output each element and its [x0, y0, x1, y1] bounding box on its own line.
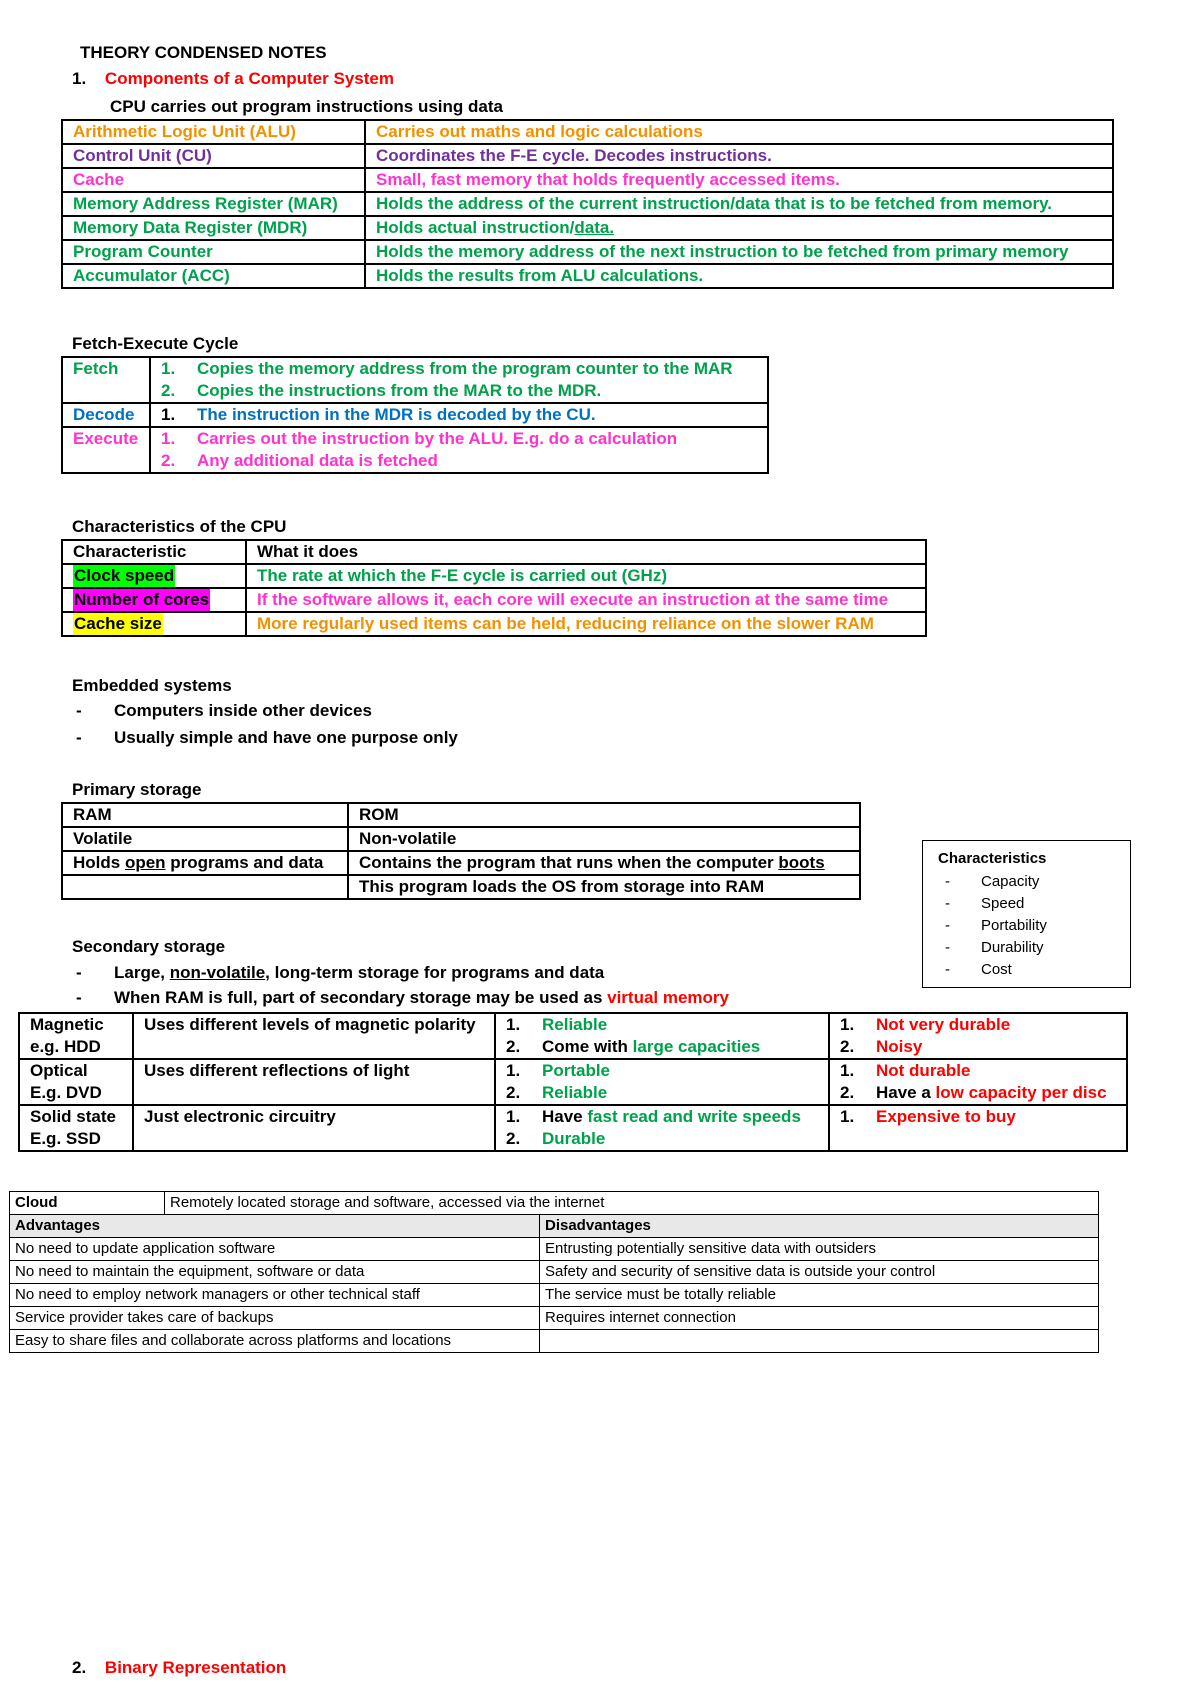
storage-type	[19, 1105, 133, 1151]
table-row	[62, 168, 1113, 192]
item-highlight: Portable	[542, 1061, 611, 1080]
step-text: Copies the memory address from the program counter to the MAR	[197, 359, 733, 378]
table-row	[10, 1238, 1099, 1261]
item-highlight: Reliable	[542, 1015, 608, 1034]
table-row	[62, 827, 860, 851]
item-number: 1.	[506, 1015, 521, 1034]
item-text: Have	[542, 1107, 588, 1126]
item-text: Come with	[542, 1037, 633, 1056]
storage-disadvantages	[829, 1105, 1127, 1151]
storage-how: Uses different reflections of light	[133, 1059, 495, 1105]
section-2-title: Binary Representation	[104, 1658, 287, 1677]
table-row	[62, 144, 1113, 168]
text-part: Large,	[114, 963, 170, 982]
storage-advantages	[495, 1059, 829, 1105]
item-number: 2.	[506, 1129, 521, 1148]
cell: Non-volatile	[348, 827, 860, 851]
list-item: - Cost	[945, 961, 1012, 978]
component-name: Program Counter	[62, 240, 365, 264]
secondary-storage-table	[18, 1012, 1128, 1152]
cell-text-underlined: boots	[778, 853, 825, 872]
cell: RAM	[62, 803, 348, 827]
list-item-text: Speed	[981, 895, 1025, 912]
component-desc	[365, 216, 1113, 240]
step-text: Carries out the instruction by the ALU. E.g. do a calculation	[197, 429, 678, 448]
cpu-intro: CPU carries out program instructions using data	[110, 97, 503, 116]
item-number: 2.	[840, 1083, 855, 1102]
table-row	[19, 1105, 1127, 1151]
table-row	[62, 875, 860, 899]
item-number: 1.	[840, 1015, 855, 1034]
table-row	[19, 1013, 1127, 1059]
component-desc-underlined: data.	[574, 218, 615, 237]
item-number: 1.	[506, 1061, 521, 1080]
storage-disadvantages	[829, 1059, 1127, 1105]
primary-storage-heading: Primary storage	[72, 780, 202, 799]
item-highlight: fast read and write speeds	[587, 1107, 801, 1126]
embedded-item-text: Computers inside other devices	[114, 701, 372, 720]
characteristic-desc: If the software allows it, each core will execute an instruction at the same time	[246, 588, 926, 612]
component-name: Memory Address Register (MAR)	[62, 192, 365, 216]
secondary-storage-heading: Secondary storage	[72, 937, 226, 956]
section-2-number: 2.	[72, 1658, 87, 1677]
text-part: When RAM is full, part of secondary storage may be used as	[114, 988, 608, 1007]
item-number: 1.	[840, 1107, 855, 1126]
storage-characteristics-box	[922, 840, 1131, 988]
component-name: Control Unit (CU)	[62, 144, 365, 168]
item-highlight: large capacities	[632, 1037, 761, 1056]
table-row	[62, 120, 1113, 144]
step-text: The instruction in the MDR is decoded by the CU.	[197, 405, 596, 424]
cell-text: Holds	[73, 853, 125, 872]
item-number: 2.	[506, 1037, 521, 1056]
component-desc: Small, fast memory that holds frequently accessed items.	[365, 168, 1113, 192]
text-part: , long-term storage for programs and data	[265, 963, 605, 982]
column-header-disadvantages: Disadvantages	[540, 1215, 1099, 1238]
item-number: 2.	[506, 1083, 521, 1102]
section-1-title: Components of a Computer System	[104, 69, 394, 88]
item-highlight: Not durable	[876, 1061, 971, 1080]
component-desc: Coordinates the F-E cycle. Decodes instructions.	[365, 144, 1113, 168]
secondary-line-1: - Large, non-volatile, long-term storage for programs and data	[76, 963, 605, 982]
component-desc: Holds the address of the current instruction/data that is to be fetched from memory.	[365, 192, 1113, 216]
step-text: Any additional data is fetched	[197, 451, 438, 470]
cell-text: Contains the program that runs when the computer	[359, 853, 779, 872]
table-row	[10, 1261, 1099, 1284]
table-row	[10, 1215, 1099, 1238]
storage-how: Uses different levels of magnetic polarity	[133, 1013, 495, 1059]
characteristic-name	[62, 612, 246, 636]
list-item-text: Portability	[981, 917, 1047, 934]
item-highlight: Noisy	[876, 1037, 923, 1056]
type-example: E.g. SSD	[30, 1129, 101, 1148]
item-text: Have a	[876, 1083, 936, 1102]
fe-steps-execute	[150, 427, 768, 473]
document-title: THEORY CONDENSED NOTES	[80, 43, 327, 62]
table-row	[62, 540, 926, 564]
table-row	[19, 1059, 1127, 1105]
fe-steps-decode	[150, 403, 768, 427]
component-desc: Holds the memory address of the next instruction to be fetched from primary memory	[365, 240, 1113, 264]
list-item: - Portability	[945, 917, 1047, 934]
list-item-text: Capacity	[981, 873, 1040, 890]
cloud-desc: Remotely located storage and software, accessed via the internet	[165, 1192, 1099, 1215]
cell: ROM	[348, 803, 860, 827]
cell-text-underlined: open	[124, 853, 166, 872]
cpu-characteristics-heading: Characteristics of the CPU	[72, 517, 287, 536]
step-number: 1.	[161, 405, 176, 424]
cloud-disadvantage: Safety and security of sensitive data is outside your control	[540, 1261, 1099, 1284]
column-header: Characteristic	[62, 540, 246, 564]
secondary-line-2: - When RAM is full, part of secondary storage may be used as virtual memory	[76, 988, 730, 1007]
component-name: Cache	[62, 168, 365, 192]
cloud-disadvantage: Requires internet connection	[540, 1307, 1099, 1330]
text-highlight: virtual memory	[607, 988, 730, 1007]
embedded-heading: Embedded systems	[72, 676, 232, 695]
characteristic-desc: The rate at which the F-E cycle is carried out (GHz)	[246, 564, 926, 588]
component-name: Memory Data Register (MDR)	[62, 216, 365, 240]
primary-storage-table	[61, 802, 861, 900]
list-item: - Speed	[945, 895, 1025, 912]
item-highlight: Durable	[542, 1129, 606, 1148]
cloud-advantage: No need to employ network managers or other technical staff	[10, 1284, 540, 1307]
list-item-text: Durability	[981, 939, 1044, 956]
column-header-advantages: Advantages	[10, 1215, 540, 1238]
step-number: 1.	[161, 429, 176, 448]
table-row	[10, 1284, 1099, 1307]
item-highlight: Reliable	[542, 1083, 608, 1102]
highlighted-label: Clock speed	[74, 566, 175, 585]
list-item: - Durability	[945, 939, 1044, 956]
characteristic-desc: More regularly used items can be held, reducing reliance on the slower RAM	[246, 612, 926, 636]
table-row	[10, 1307, 1099, 1330]
fe-stage-fetch: Fetch	[62, 357, 150, 403]
storage-advantages	[495, 1105, 829, 1151]
item-number: 2.	[840, 1037, 855, 1056]
table-row	[10, 1192, 1099, 1215]
item-number: 1.	[840, 1061, 855, 1080]
cell: This program loads the OS from storage into RAM	[348, 875, 860, 899]
table-row	[62, 240, 1113, 264]
storage-how: Just electronic circuitry	[133, 1105, 495, 1151]
cloud-advantage: No need to update application software	[10, 1238, 540, 1261]
storage-disadvantages	[829, 1013, 1127, 1059]
component-desc-part: Holds actual instruction/	[376, 218, 575, 237]
characteristic-name	[62, 588, 246, 612]
storage-advantages	[495, 1013, 829, 1059]
fe-cycle-heading: Fetch-Execute Cycle	[72, 334, 239, 353]
cloud-advantage: Easy to share files and collaborate across platforms and locations	[10, 1330, 540, 1353]
list-item: - Capacity	[945, 873, 1040, 890]
box-title: Characteristics	[938, 850, 1047, 867]
cell: Volatile	[62, 827, 348, 851]
item-number: 1.	[506, 1107, 521, 1126]
type-name: Optical	[30, 1061, 88, 1080]
type-name: Magnetic	[30, 1015, 104, 1034]
item-highlight: low capacity per disc	[935, 1083, 1107, 1102]
cloud-label: Cloud	[10, 1192, 165, 1215]
fe-stage-execute: Execute	[62, 427, 150, 473]
step-number: 2.	[161, 381, 176, 400]
table-row	[62, 264, 1113, 288]
highlighted-label: Cache size	[74, 614, 162, 633]
section-1-number: 1.	[72, 69, 87, 88]
box-list	[945, 871, 1047, 981]
cloud-advantage: Service provider takes care of backups	[10, 1307, 540, 1330]
section-2-heading	[72, 1657, 286, 1679]
table-row	[10, 1330, 1099, 1353]
highlighted-label: Number of cores	[74, 590, 210, 609]
embedded-item: - Computers inside other devices	[76, 701, 372, 720]
table-row	[62, 612, 926, 636]
table-row	[62, 588, 926, 612]
characteristic-name	[62, 564, 246, 588]
cell	[62, 875, 348, 899]
step-number: 2.	[161, 451, 176, 470]
cloud-advantage: No need to maintain the equipment, software or data	[10, 1261, 540, 1284]
type-example: e.g. HDD	[30, 1037, 101, 1056]
type-example: E.g. DVD	[30, 1083, 102, 1102]
table-row	[62, 427, 768, 473]
table-row	[62, 216, 1113, 240]
item-highlight: Not very durable	[876, 1015, 1011, 1034]
step-number: 1.	[161, 359, 176, 378]
fe-stage-decode: Decode	[62, 403, 150, 427]
table-row	[62, 192, 1113, 216]
cloud-disadvantage: Entrusting potentially sensitive data with outsiders	[540, 1238, 1099, 1261]
step-text: Copies the instructions from the MAR to the MDR.	[197, 381, 602, 400]
cell	[62, 851, 348, 875]
component-name: Accumulator (ACC)	[62, 264, 365, 288]
storage-type	[19, 1013, 133, 1059]
component-desc: Carries out maths and logic calculations	[365, 120, 1113, 144]
cell-text: programs and data	[165, 853, 324, 872]
cloud-disadvantage	[540, 1330, 1099, 1353]
cloud-table	[9, 1191, 1099, 1353]
item-highlight: Expensive to buy	[876, 1107, 1016, 1126]
component-desc: Holds the results from ALU calculations.	[365, 264, 1113, 288]
type-name: Solid state	[30, 1107, 116, 1126]
section-1-heading	[72, 68, 394, 90]
list-item-text: Cost	[981, 961, 1012, 978]
fe-cycle-table	[61, 356, 769, 474]
fe-steps-fetch	[150, 357, 768, 403]
cell	[348, 851, 860, 875]
table-row	[62, 803, 860, 827]
table-row	[62, 403, 768, 427]
table-row	[62, 564, 926, 588]
components-table	[61, 119, 1114, 289]
component-name: Arithmetic Logic Unit (ALU)	[62, 120, 365, 144]
table-row	[62, 357, 768, 403]
table-row	[62, 851, 860, 875]
cloud-disadvantage: The service must be totally reliable	[540, 1284, 1099, 1307]
text-underlined: non-volatile	[169, 963, 266, 982]
column-header: What it does	[246, 540, 926, 564]
embedded-item: - Usually simple and have one purpose only	[76, 728, 458, 747]
embedded-item-text: Usually simple and have one purpose only	[114, 728, 458, 747]
cpu-characteristics-table	[61, 539, 927, 637]
storage-type	[19, 1059, 133, 1105]
